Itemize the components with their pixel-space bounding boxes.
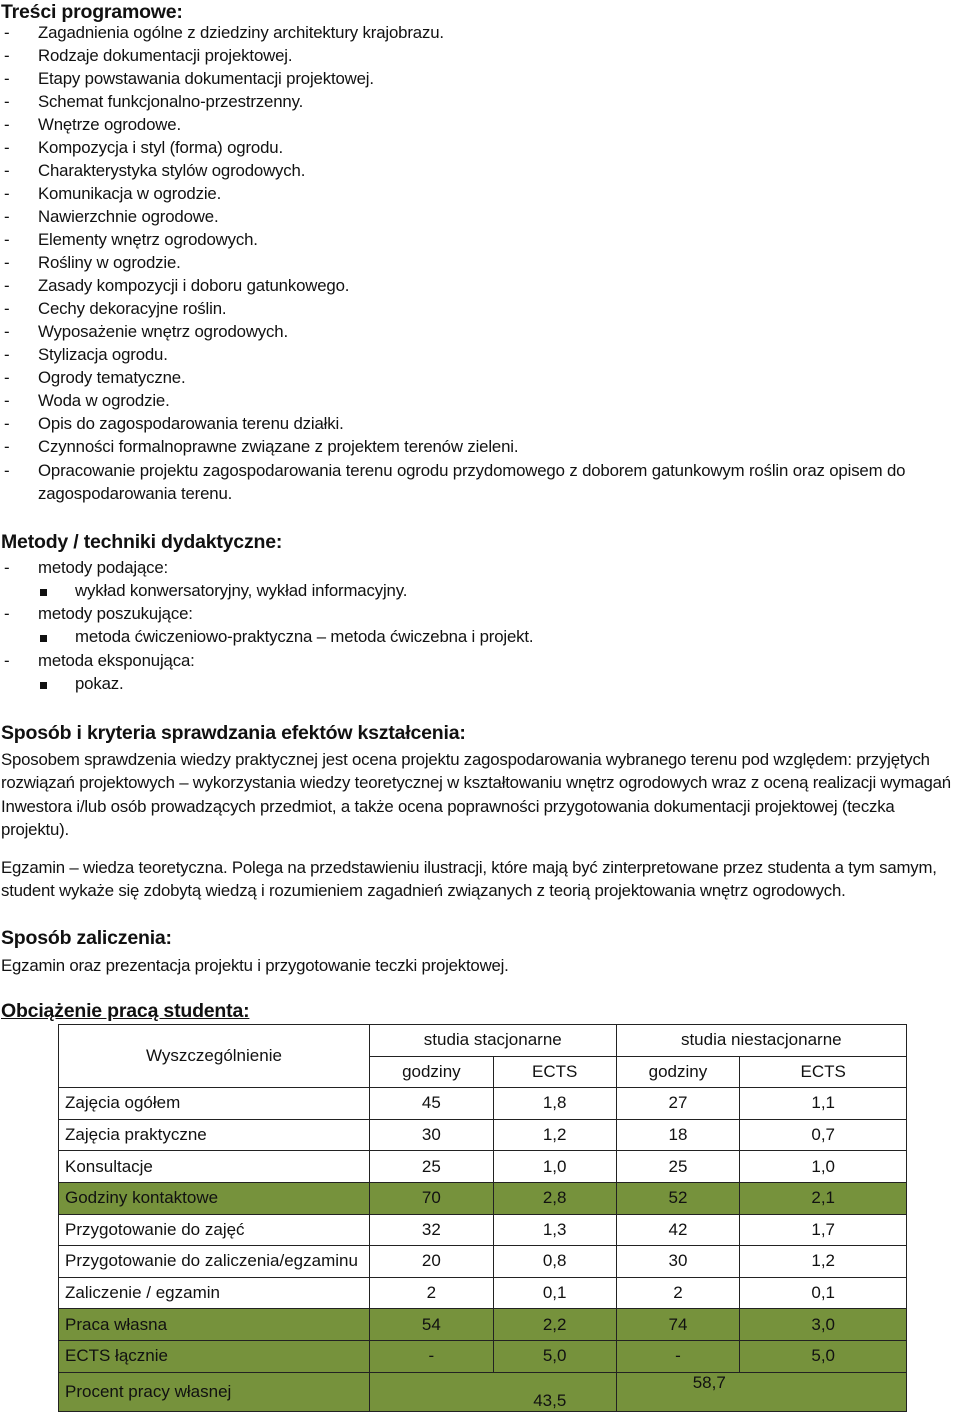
cell: 18 [616,1119,740,1151]
table-row [59,1214,907,1246]
section-heading-obciazenie: Obciążenie pracą studenta: [1,1000,250,1022]
column-label: Wyszczególnienie [59,1025,370,1088]
list-item: Charakterystyka stylów ogrodowych. [38,161,306,180]
table-row [59,1151,907,1183]
cell: 25 [616,1151,740,1183]
row-label: Zajęcia ogółem [59,1088,370,1120]
cell: 1,7 [740,1214,907,1246]
cell: 2,1 [740,1182,907,1214]
cell: 45 [369,1088,493,1120]
cell: 2 [369,1277,493,1309]
cell: 30 [369,1119,493,1151]
table-row-highlight [59,1182,907,1214]
table-row-highlight [59,1340,907,1372]
row-label: Konsultacje [59,1151,370,1183]
square-bullet-icon [40,682,47,689]
section-heading-metody: Metody / techniki dydaktyczne: [1,531,283,553]
cell: 30 [616,1246,740,1278]
row-label: ECTS łącznie [59,1340,370,1372]
sub-header: godziny [369,1056,493,1088]
sub-header: godziny [616,1056,740,1088]
sub-header: ECTS [740,1056,907,1088]
cell: 1,2 [740,1246,907,1278]
cell: 54 [369,1309,493,1341]
method-group-label: metody podające: [38,558,169,577]
square-bullet-icon [40,635,47,642]
list-item: Opracowanie projektu zagospodarowania terenu ogrodu przydomowego z doborem gatunkowym roślin oraz opisem do [38,461,906,480]
cell: 27 [616,1088,740,1120]
list-item: Cechy dekoracyjne roślin. [38,299,227,318]
cell: 25 [369,1151,493,1183]
cell: - [616,1340,740,1372]
table-row [59,1119,907,1151]
cell: 32 [369,1214,493,1246]
cell: 1,0 [493,1151,616,1183]
list-item: Rośliny w ogrodzie. [38,253,181,272]
method-group-item: metoda ćwiczeniowo-praktyczna – metoda ćwiczebna i projekt. [75,627,534,646]
cell: 5,0 [493,1340,616,1372]
cell: 1,2 [493,1119,616,1151]
cell: 0,7 [740,1119,907,1151]
list-item: Stylizacja ogrodu. [38,345,168,364]
table-row-highlight [59,1309,907,1341]
row-label: Procent pracy własnej [59,1372,370,1412]
section-heading-tresci: Treści programowe: [1,1,183,23]
cell: 58,7 [616,1372,906,1412]
table-row [59,1088,907,1120]
cell: 1,1 [740,1088,907,1120]
list-item: Kompozycja i styl (forma) ogrodu. [38,138,283,157]
method-group-label: metody poszukujące: [38,604,193,623]
cell: 1,0 [740,1151,907,1183]
list-item: Rodzaje dokumentacji projektowej. [38,46,293,65]
row-label: Zaliczenie / egzamin [59,1277,370,1309]
row-label: Godziny kontaktowe [59,1182,370,1214]
cell: 5,0 [740,1340,907,1372]
cell: 2,8 [493,1182,616,1214]
list-item: Wyposażenie wnętrz ogrodowych. [38,322,288,341]
list-item: Etapy powstawania dokumentacji projektowej. [38,69,374,88]
list-item-continuation: zagospodarowania terenu. [38,484,233,503]
list-item: Czynności formalnoprawne związane z projektem terenów zieleni. [38,437,519,456]
square-bullet-icon [40,589,47,596]
list-item: Zasady kompozycji i doboru gatunkowego. [38,276,350,295]
list-item: Zagadnienia ogólne z dziedziny architektury krajobrazu. [38,23,444,42]
row-label: Zajęcia praktyczne [59,1119,370,1151]
method-group-label: metoda eksponująca: [38,651,195,670]
exam-paragraph: Egzamin – wiedza teoretyczna. Polega na przedstawieniu ilustracji, które mają być zinterpretowane przez studenta a tym samym, student wykaże się zdobytą wiedzą i rozumieniem zagadnień związanych z teorią projektowania wnętrz ogrodowych. [1,858,937,901]
table-row [59,1277,907,1309]
cell: 3,0 [740,1309,907,1341]
cell: 52 [616,1182,740,1214]
list-item: Woda w ogrodzie. [38,391,170,410]
cell: 1,3 [493,1214,616,1246]
list-item: Wnętrze ogrodowe. [38,115,181,134]
cell: 70 [369,1182,493,1214]
cell: 20 [369,1246,493,1278]
list-item: Nawierzchnie ogrodowe. [38,207,219,226]
cell: 0,1 [740,1277,907,1309]
section-heading-zaliczenie: Sposób zaliczenia: [1,927,172,949]
sub-header: ECTS [493,1056,616,1088]
table-header-row [59,1025,907,1057]
cell: 2,2 [493,1309,616,1341]
group-header: studia stacjonarne [369,1025,616,1057]
cell: 42 [616,1214,740,1246]
method-group-item: wykład konwersatoryjny, wykład informacyjny. [75,581,408,600]
list-item: Elementy wnętrz ogrodowych. [38,230,258,249]
cell: 2 [616,1277,740,1309]
row-label: Przygotowanie do zajęć [59,1214,370,1246]
cell: 43,5 [369,1372,616,1412]
row-label: Praca własna [59,1309,370,1341]
row-label: Przygotowanie do zaliczenia/egzaminu [59,1246,370,1278]
section-heading-sposob: Sposób i kryteria sprawdzania efektów kształcenia: [1,722,466,744]
group-header: studia niestacjonarne [616,1025,906,1057]
cell: 74 [616,1309,740,1341]
cell: - [369,1340,493,1372]
assessment-paragraph: Sposobem sprawdzenia wiedzy praktycznej jest ocena projektu zagospodarowania wybranego terenu pod względem: przyjętych rozwiązań projektowych – wykorzystania wiedzy teoretycznej w kształtowaniu wnętrz ogrodowych wraz z oceną realizacji wymagań Inwestora i/lub osób prowadzących przedmiot, a także ocena poprawności przygotowania dokumentacji projektowej (teczka projektu). [1,750,951,840]
list-item: Komunikacja w ogrodzie. [38,184,222,203]
credit-method-text: Egzamin oraz prezentacja projektu i przygotowanie teczki projektowej. [1,956,509,975]
list-item: Schemat funkcjonalno-przestrzenny. [38,92,304,111]
list-item: Ogrody tematyczne. [38,368,186,387]
cell: 1,8 [493,1088,616,1120]
cell: 0,8 [493,1246,616,1278]
workload-table [58,1024,907,1412]
table-row [59,1246,907,1278]
table-row-highlight [59,1372,907,1412]
method-group-item: pokaz. [75,674,124,693]
cell: 0,1 [493,1277,616,1309]
document-page: Treści programowe: - Zagadnienia ogólne z dziedziny architektury krajobrazu. - Rodzaje dokumentacji projektowej. - Etapy powstawania dokumentacji projektowej. - Schemat funkcjonalno-przestrzenny. - Wnętrze ogrodowe. - Kompozycja i styl (forma) ogrodu. - Charakterystyka stylów ogrodowych. - Komunikacja w ogrodzie. - Nawierzchnie ogrodowe. - Elementy wnętrz ogrodowych. - Rośliny w ogrodzie. - Zasady kompozycji i doboru gatunkowego. - Cechy dekoracyjne roślin. - Wyposażenie wnętrz ogrodowych. - Stylizacja ogrodu. - Ogrody tematyczne. - Woda w ogrodzie. - Opis do zagospodarowania terenu działki. - Czynności formalnoprawne związane z projektem terenów zieleni. - Opracowanie projektu zagospodarowania terenu ogrodu przydomowego z doborem gatunkowym roślin oraz opisem do zagospodarowania terenu. Metody / techniki dydaktyczne: - metody podające: wykład konwersatoryjny, wykład informacyjny. - metody poszukujące: metoda ćwiczeniowo-praktyczna – metoda ćwiczebna i projekt. - metoda eksponująca: pokaz. Sposób i kryteria sprawdzania efektów kształcenia: Sposobem sprawdzenia wiedzy praktycznej jest ocena projektu zagospodarowania wybranego terenu pod względem: przyjętych rozwiązań projektowych – wykorzystania wiedzy teoretycznej w kształtowaniu wnętrz ogrodowych wraz z oceną realizacji wymagań Inwestora i/lub osób prowadzących przedmiot, a także ocena poprawności przygotowania dokumentacji projektowej (teczka projektu). Egzamin – wiedza teoretyczna. Polega na przedstawieniu ilustracji, które mają być zinterpretowane przez studenta a tym samym, student wykaże się zdobytą wiedzą i rozumieniem zagadnień związanych z teorią projektowania wnętrz ogrodowych. Sposób zaliczenia: Egzamin oraz prezentacja projektu i przygotowanie teczki projektowej. Obciążenie pracą studenta: Wyszczególnienie studia stacjonarne studia niestacjonarne godziny ECTS godziny ECTS Zajęcia ogółem 45 1,8 27 1,1 Zajęcia praktyczne 30 1,2 18 0,7 Konsultacje 25 1,0 25 1,0 Godziny kontaktowe 70 2,8 52 2,1 Przygotowanie do zajęć 32 1,3 42 1,7 Przygotowanie do zaliczenia/egzaminu 20 0,8 30 1,2 Zaliczenie / egzamin 2 0,1 2 0,1 Praca własna 54 2,2 74 3,0 ECTS łącznie - 5,0 - 5,0 Procent pracy własnej 43,5 58,7 [0,0,960,1411]
list-item: Opis do zagospodarowania terenu działki. [38,414,344,433]
